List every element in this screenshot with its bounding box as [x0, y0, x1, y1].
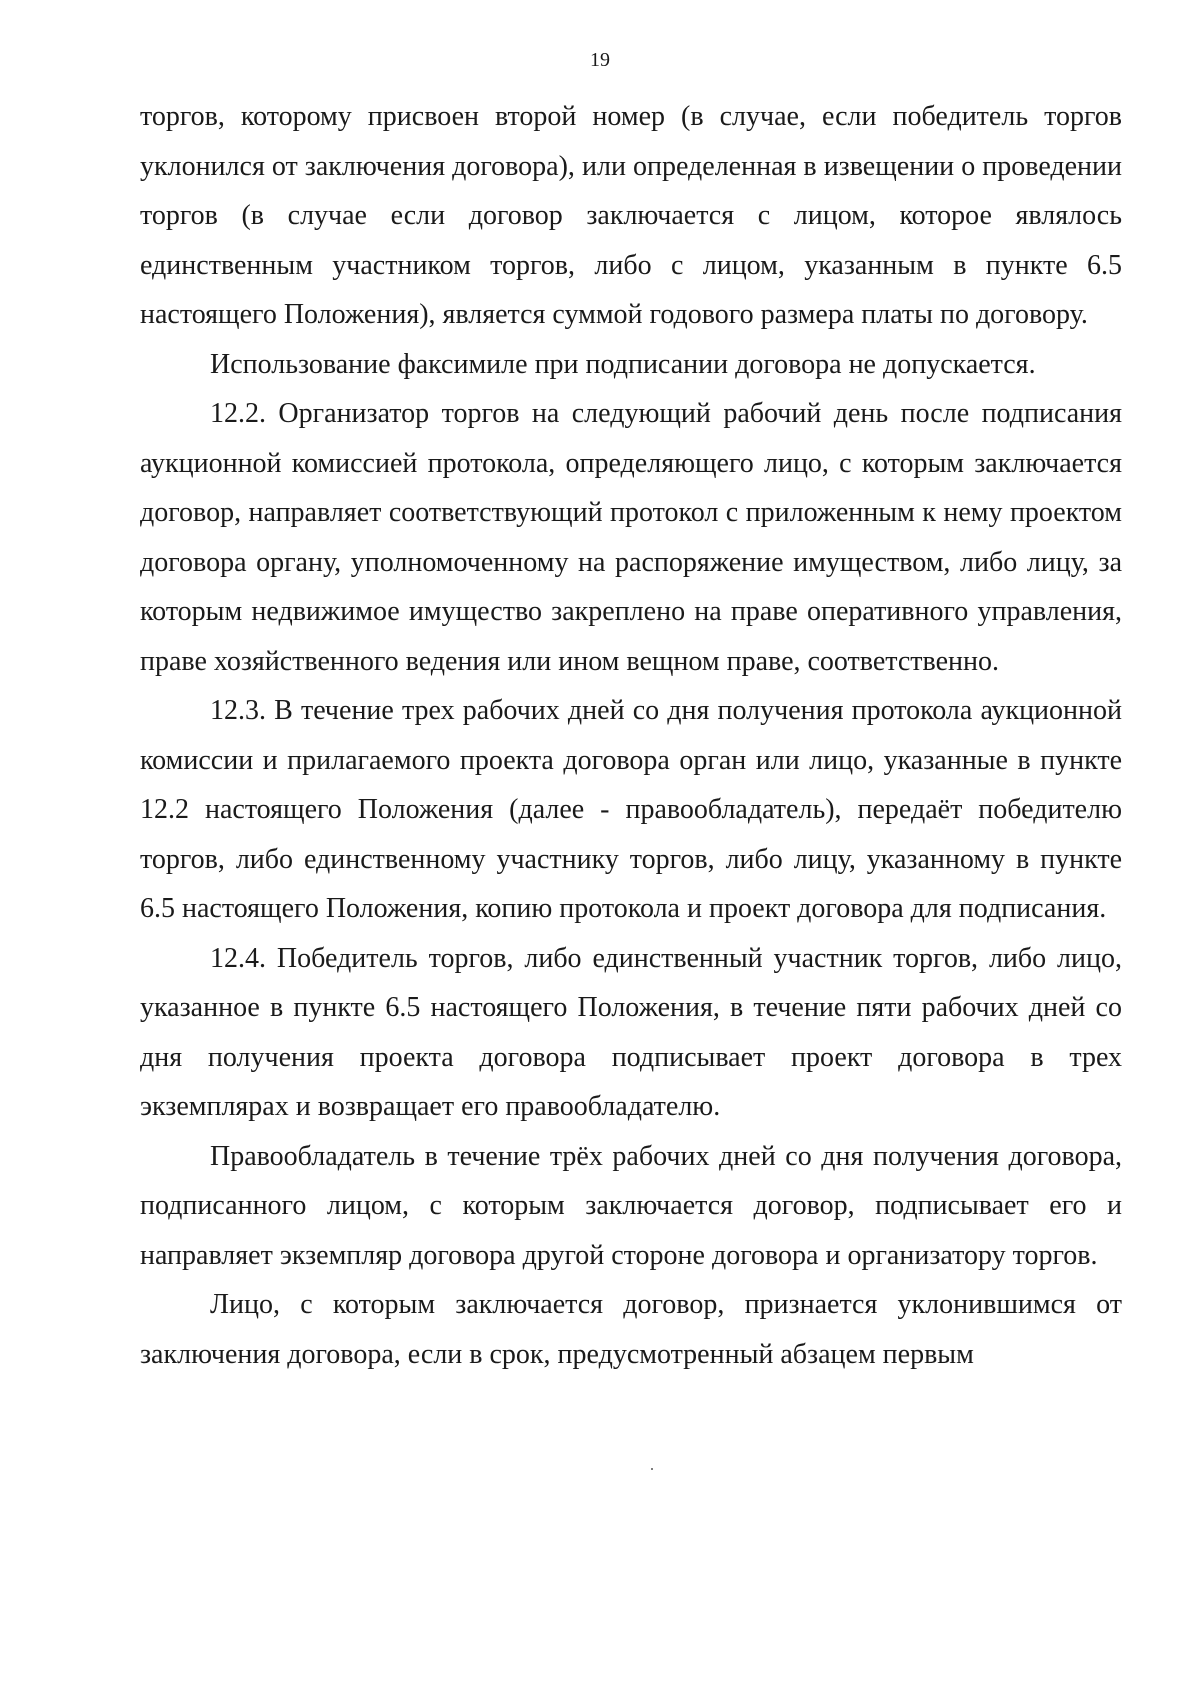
paragraph-12-4: 12.4. Победитель торгов, либо единственный участник торгов, либо лицо, указанное в пункте 6.5 настоящего Положения, в течение пяти рабочих дней со дня получения проекта договора подписывает проект договора в трех экземплярах и возвращает его правообладателю.	[140, 942, 1122, 1122]
paragraph-12-3: 12.3. В течение трех рабочих дней со дня получения протокола аукционной комиссии и прилагаемого проекта договора орган или лицо, указанные в пункте 12.2 настоящего Положения (далее - правообладатель), передаёт победителю торгов, либо единственному участнику торгов, либо лицу, указанному в пункте 6.5 настоящего Положения, копию протокола и проект договора для подписания.	[140, 695, 1122, 924]
paragraph-continuation: торгов, которому присвоен второй номер (в случае, если победитель торгов уклонился от заключения договора), или определенная в извещении о проведении торгов (в случае если договор заключается с лицом, которое являлось единственным участником торгов, либо с лицом, указанным в пункте 6.5 настоящего Положения), является суммой годового размера платы по договору.	[140, 101, 1122, 330]
page-number: 19	[590, 49, 610, 71]
paragraph-facsimile: Использование факсимиле при подписании договора не допускается.	[210, 348, 1036, 380]
paragraph-evasion: Лицо, с которым заключается договор, признается уклонившимся от заключения договора, если в срок, предусмотренный абзацем первым	[140, 1289, 1122, 1370]
paragraph-12-2: 12.2. Организатор торгов на следующий рабочий день после подписания аукционной комиссией протокола, определяющего лицо, с которым заключается договор, направляет соответствующий протокол с приложенным к нему проектом договора органу, уполномоченному на распоряжение имуществом, либо лицу, за которым недвижимое имущество закреплено на праве оперативного управления, праве хозяйственного ведения или ином вещном праве, соответственно.	[140, 398, 1122, 677]
scan-speck	[651, 1468, 653, 1470]
paragraph-rightholder: Правообладатель в течение трёх рабочих дней со дня получения договора, подписанного лицом, с которым заключается договор, подписывает его и направляет экземпляр договора другой стороне договора и организатору торгов.	[140, 1140, 1122, 1271]
document-body	[140, 92, 1122, 1379]
